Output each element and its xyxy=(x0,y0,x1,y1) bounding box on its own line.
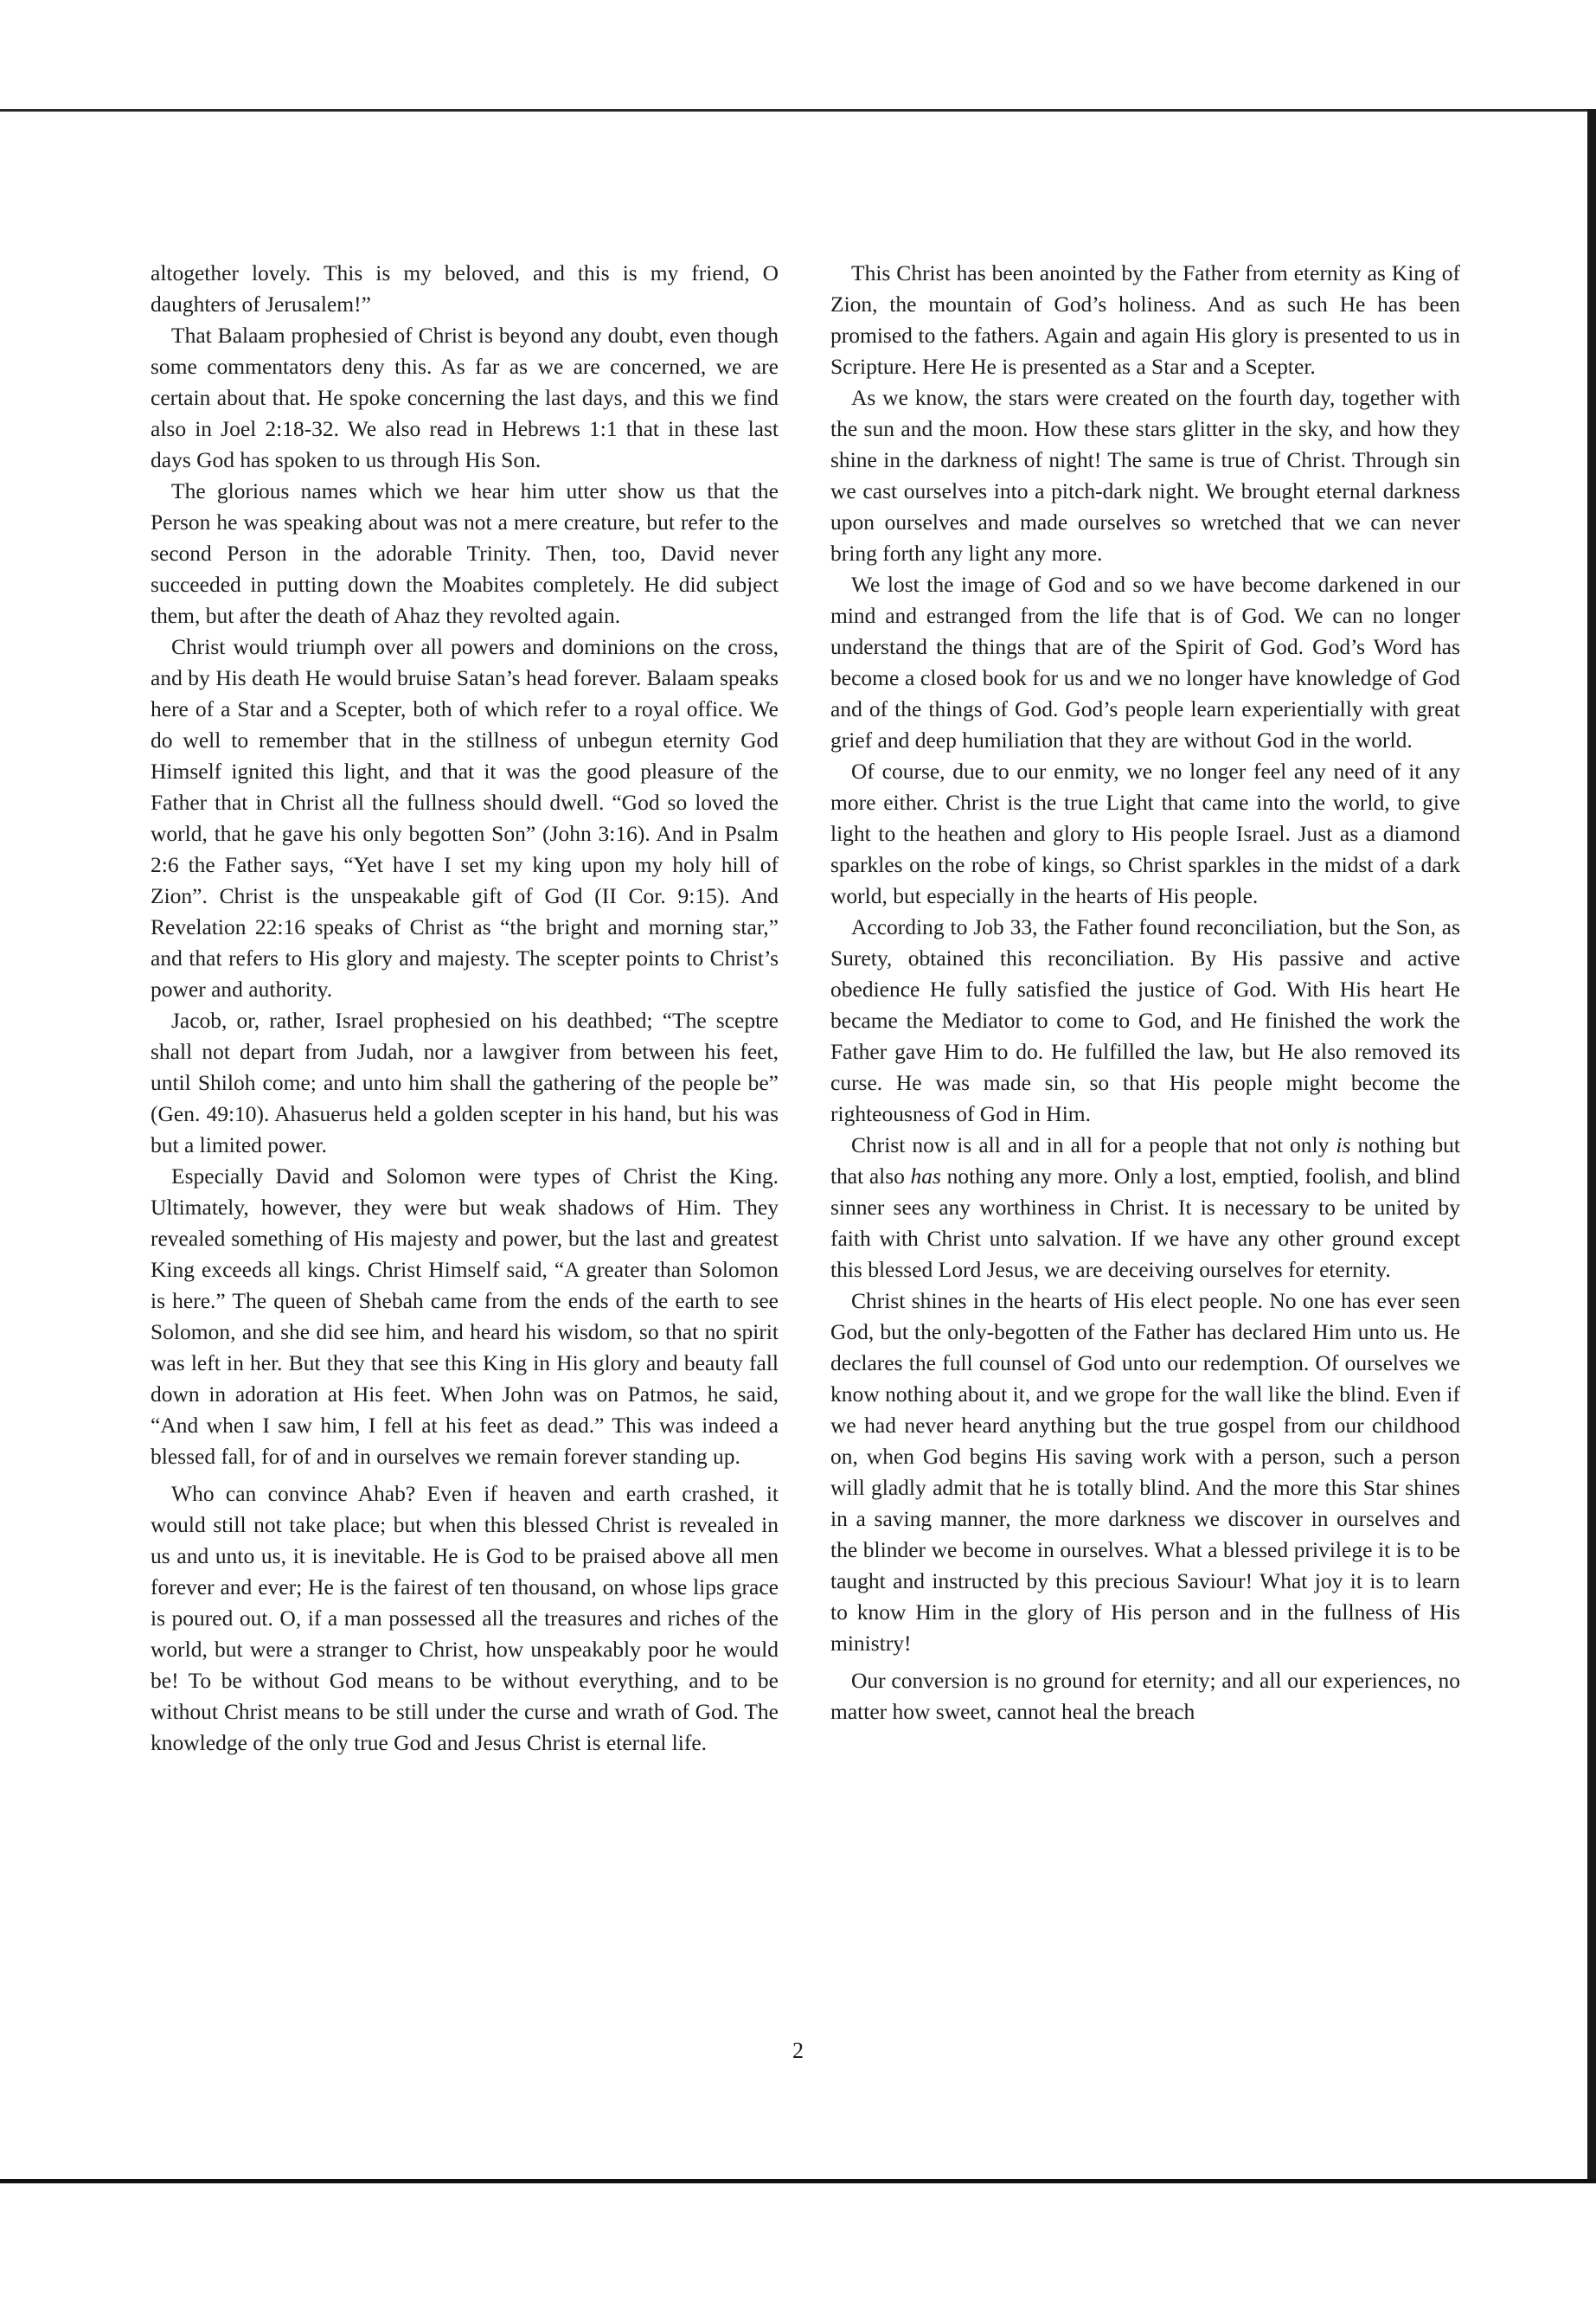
page-number: 2 xyxy=(792,2038,804,2063)
right-paragraph-5: According to Job 33, the Father found reconciliation, but the Son, as Surety, obtained this reconciliation. By His passive and active obedience He fully satisfied the justice of God. With His heart He became the Mediator to come to God, and He finished the work the Father gave Him to do. He fulfilled the law, but He also removed its curse. He was made sin, so that His people might become the righteousness of God in Him. xyxy=(830,914,1460,1126)
text-run: Christ now is all and in all for a people that not only xyxy=(851,1132,1336,1157)
right-paragraph-4: Of course, due to our enmity, we no longer feel any need of it any more either. Christ is the true Light that came into the world, to give light to the heathen and glory to His people Israel. Just as a diamond sparkles on the robe of kings, so Christ sparkles in the midst of a dark world, but especially in the hearts of His people. xyxy=(830,759,1460,908)
scan-right-edge xyxy=(1587,109,1596,2182)
left-paragraph-1: altogether lovely. This is my beloved, and this is my friend, O daughters of Jerusalem!” xyxy=(151,260,779,317)
text-run: nothing but that also xyxy=(830,1132,1460,1189)
right-paragraph-1: This Christ has been anointed by the Father from eternity as King of Zion, the mountain of God’s holiness. And as such He has been promised to the fathers. Again and again His glory is presented to us in Scripture. Here He is presented as a Star and a Scepter. xyxy=(830,260,1460,379)
right-paragraph-6 xyxy=(830,1130,1460,1285)
left-paragraph-5: Jacob, or, rather, Israel prophesied on his deathbed; “The sceptre shall not depart from Judah, nor a lawgiver from between his feet, until Shiloh come; and unto him shall the gathering of the people be” (Gen. 49:10). Ahasuerus held a golden scepter in his hand, but his was but a limited power. xyxy=(151,1008,779,1157)
left-paragraph-4: Christ would triumph over all powers and dominions on the cross, and by His death He would bruise Satan’s head forever. Balaam speaks here of a Star and a Scepter, both of which refer to a royal office. We do well to remember that in the stillness of unbegun eternity God Himself ignited this light, and that it was the good pleasure of the Father that in Christ all the fullness should dwell. “God so loved the world, that he gave his only begotten Son” (John 3:16). And in Psalm 2:6 the Father says, “Yet have I set my king upon my holy hill of Zion”. Christ is the unspeakable gift of God (II Cor. 9:15). And Revelation 22:16 speaks of Christ as “the bright and morning star,” and that refers to His glory and majesty. The scepter points to Christ’s power and authority. xyxy=(151,634,779,1002)
right-text-column xyxy=(830,258,1460,1727)
scan-background xyxy=(0,2183,1596,2301)
emphasis-is: is xyxy=(1336,1132,1351,1157)
right-paragraph-2: As we know, the stars were created on the fourth day, together with the sun and the moon. How these stars glitter in the sky, and how they shine in the darkness of night! The same is true of Christ. Through sin we cast ourselves into a pitch-dark night. We brought eternal darkness upon ourselves and made ourselves so wretched that we can never bring forth any light any more. xyxy=(830,385,1460,566)
emphasis-has: has xyxy=(910,1163,941,1189)
left-paragraph-7: Who can convince Ahab? Even if heaven and earth crashed, it would still not take place; but when this blessed Christ is revealed in us and unto us, it is inevitable. He is God to be praised above all men forever and ever; He is the fairest of ten thousand, on whose lips grace is poured out. O, if a man possessed all the treasures and riches of the world, but were a stranger to Christ, how unspeakably poor he would be! To be without God means to be without everything, and to be without Christ means to be still under the curse and wrath of God. The knowledge of the only true God and Jesus Christ is eternal life. xyxy=(151,1481,779,1755)
right-paragraph-7: Christ shines in the hearts of His elect people. No one has ever seen God, but the only-begotten of the Father has declared Him unto us. He declares the full counsel of God unto our redemption. Of ourselves we know nothing about it, and we grope for the wall like the blind. Even if we had never heard anything but the true gospel from our childhood on, when God begins His saving work with a person, such a person will gladly admit that he is totally blind. And the more this Star shines in a saving manner, the more darkness we discover in ourselves and the blinder we become in ourselves. What a blessed privilege it is to be taught and instructed by this precious Saviour! What joy it is to learn to know Him in the glory of His person and in the fullness of His ministry! xyxy=(830,1288,1460,1656)
scan-top-border xyxy=(0,109,1596,112)
left-text-column xyxy=(151,258,779,1759)
right-paragraph-3: We lost the image of God and so we have become darkened in our mind and estranged from the life that is of God. We can no longer understand the things that are of the Spirit of God. God’s Word has become a closed book for us and we no longer have knowledge of God and of the things of God. God’s people learn experientially with great grief and deep humiliation that they are without God in the world. xyxy=(830,572,1460,753)
left-paragraph-2: That Balaam prophesied of Christ is beyond any doubt, even though some commentators deny this. As far as we are concerned, we are certain about that. He spoke concerning the last days, and this we find also in Joel 2:18-32. We also read in Hebrews 1:1 that in these last days God has spoken to us through His Son. xyxy=(151,323,779,472)
left-paragraph-3: The glorious names which we hear him utter show us that the Person he was speaking about was not a mere creature, but refer to the second Person in the adorable Trinity. Then, too, David never succeeded in putting down the Moabites completely. He did subject them, but after the death of Ahaz they revolted again. xyxy=(151,478,779,628)
right-paragraph-8: Our conversion is no ground for eternity; and all our experiences, no matter how sweet, cannot heal the breach xyxy=(830,1668,1460,1724)
left-paragraph-6: Especially David and Solomon were types of Christ the King. Ultimately, however, they were but weak shadows of Him. They revealed something of His majesty and power, but the last and greatest King exceeds all kings. Christ Himself said, “A greater than Solomon is here.” The queen of Shebah came from the ends of the earth to see Solomon, and she did see him, and heard his wisdom, so that no spirit was left in her. But they that see this King in His glory and beauty fall down in adoration at His feet. When John was on Patmos, he said, “And when I saw him, I fell at his feet as dead.” This was indeed a blessed fall, for of and in ourselves we remain forever standing up. xyxy=(151,1163,779,1469)
text-run: nothing any more. Only a lost, emptied, foolish, and blind sinner sees any worthiness in Christ. It is necessary to be united by faith with Christ unto salvation. If we have any other ground except this blessed Lord Jesus, we are deceiving ourselves for eternity. xyxy=(830,1163,1460,1282)
